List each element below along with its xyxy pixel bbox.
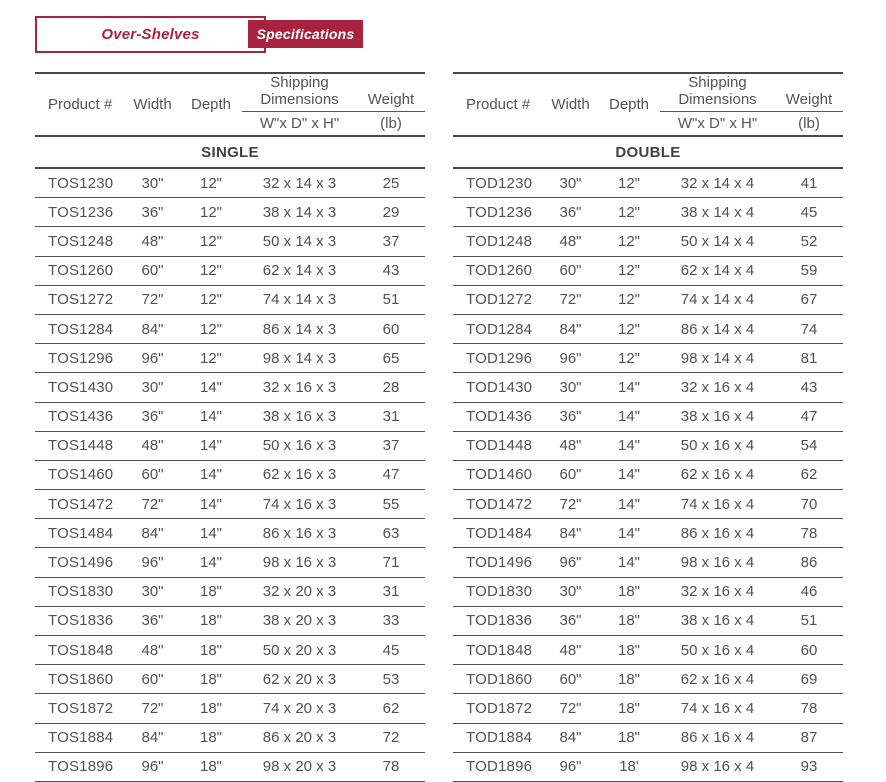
product-number-cell: TOD1860 — [453, 665, 543, 694]
depth-cell: 12" — [598, 198, 660, 227]
weight-cell: 78 — [775, 694, 843, 723]
column-header-depth: Depth — [608, 96, 650, 113]
table-row — [453, 636, 843, 665]
weight-cell: 51 — [775, 606, 843, 635]
section-header-single — [35, 136, 425, 168]
shipping-dimensions-cell: 62 x 14 x 3 — [242, 256, 357, 285]
width-cell: 48" — [125, 431, 180, 460]
width-cell: 60" — [543, 665, 598, 694]
weight-cell: 87 — [775, 723, 843, 752]
depth-cell: 18" — [180, 577, 242, 606]
section-title: DOUBLE — [453, 136, 843, 168]
width-cell: 60" — [125, 460, 180, 489]
width-cell: 36" — [543, 402, 598, 431]
weight-cell: 60 — [357, 314, 425, 343]
depth-cell: 14" — [180, 548, 242, 577]
depth-cell: 12" — [180, 168, 242, 198]
tab-over-shelves — [35, 16, 266, 53]
depth-cell: 14" — [598, 373, 660, 402]
product-number-cell: TOS1472 — [35, 490, 125, 519]
width-cell: 96" — [125, 344, 180, 373]
width-cell: 84" — [543, 519, 598, 548]
depth-cell: 14" — [180, 490, 242, 519]
double-shelf-table — [453, 72, 843, 782]
product-number-cell: TOD1272 — [453, 285, 543, 314]
depth-cell: 18" — [598, 636, 660, 665]
width-cell: 36" — [543, 606, 598, 635]
shipping-dimensions-cell: 32 x 14 x 3 — [242, 168, 357, 198]
weight-cell: 63 — [357, 519, 425, 548]
table-row — [35, 373, 425, 402]
shipping-header-line2: Dimensions — [260, 91, 339, 108]
weight-cell: 29 — [357, 198, 425, 227]
table-row — [453, 606, 843, 635]
shipping-dimensions-cell: 86 x 16 x 3 — [242, 519, 357, 548]
table-row — [35, 752, 425, 781]
tab-specifications — [248, 20, 363, 48]
width-cell: 96" — [543, 752, 598, 781]
depth-cell: 12" — [598, 344, 660, 373]
depth-cell: 18" — [598, 606, 660, 635]
depth-cell: 12" — [180, 256, 242, 285]
table-row — [35, 256, 425, 285]
double-table-body — [453, 168, 843, 781]
width-cell: 72" — [125, 694, 180, 723]
table-row — [35, 198, 425, 227]
product-number-cell: TOS1460 — [35, 460, 125, 489]
width-cell: 48" — [543, 431, 598, 460]
weight-cell: 67 — [775, 285, 843, 314]
column-header-width: Width — [133, 96, 172, 113]
table-row — [35, 227, 425, 256]
product-number-cell: TOS1436 — [35, 402, 125, 431]
product-number-cell: TOD1230 — [453, 168, 543, 198]
width-cell: 72" — [543, 285, 598, 314]
shipping-dimensions-cell: 74 x 16 x 3 — [242, 490, 357, 519]
shipping-dimensions-cell: 74 x 16 x 4 — [660, 490, 775, 519]
weight-cell: 31 — [357, 402, 425, 431]
depth-cell: 18" — [180, 723, 242, 752]
product-number-cell: TOS1484 — [35, 519, 125, 548]
width-cell: 48" — [125, 636, 180, 665]
width-cell: 72" — [543, 694, 598, 723]
width-cell: 96" — [543, 344, 598, 373]
table-row — [35, 606, 425, 635]
table-row — [35, 490, 425, 519]
product-number-cell: TOD1496 — [453, 548, 543, 577]
shipping-dimensions-cell: 98 x 16 x 4 — [660, 752, 775, 781]
product-number-cell: TOS1248 — [35, 227, 125, 256]
weight-cell: 81 — [775, 344, 843, 373]
table-row — [35, 314, 425, 343]
width-cell: 60" — [543, 256, 598, 285]
shipping-dimensions-cell: 98 x 14 x 3 — [242, 344, 357, 373]
weight-cell: 93 — [775, 752, 843, 781]
column-header-shipping-dimensions — [242, 73, 357, 112]
weight-cell: 86 — [775, 548, 843, 577]
column-header-depth: Depth — [190, 96, 232, 113]
product-number-cell: TOS1236 — [35, 198, 125, 227]
product-number-cell: TOS1260 — [35, 256, 125, 285]
tab-specifications-label: Specifications — [256, 26, 355, 42]
shipping-dimensions-cell: 32 x 16 x 3 — [242, 373, 357, 402]
width-cell: 84" — [543, 314, 598, 343]
product-number-cell: TOS1848 — [35, 636, 125, 665]
shipping-dimensions-cell: 74 x 14 x 4 — [660, 285, 775, 314]
product-number-cell: TOS1430 — [35, 373, 125, 402]
shipping-dimensions-cell: 98 x 16 x 3 — [242, 548, 357, 577]
weight-cell: 65 — [357, 344, 425, 373]
shipping-dimensions-cell: 74 x 20 x 3 — [242, 694, 357, 723]
shipping-dimensions-cell: 32 x 16 x 4 — [660, 373, 775, 402]
page-header-tabs — [35, 16, 365, 54]
shipping-dimensions-cell: 38 x 14 x 3 — [242, 198, 357, 227]
shipping-dimensions-cell: 98 x 16 x 4 — [660, 548, 775, 577]
table-header — [453, 73, 843, 136]
depth-cell: 14" — [180, 519, 242, 548]
shipping-dimensions-cell: 32 x 20 x 3 — [242, 577, 357, 606]
depth-cell: 14" — [598, 519, 660, 548]
column-subheader-shipping-units: W"x D" x H" — [677, 115, 758, 132]
shipping-dimensions-cell: 50 x 14 x 4 — [660, 227, 775, 256]
shipping-dimensions-cell: 38 x 16 x 4 — [660, 606, 775, 635]
weight-cell: 60 — [775, 636, 843, 665]
weight-cell: 62 — [357, 694, 425, 723]
column-header-product: Product # — [48, 96, 113, 113]
table-row — [453, 344, 843, 373]
table-row — [453, 256, 843, 285]
weight-cell: 43 — [357, 256, 425, 285]
shipping-dimensions-cell: 62 x 14 x 4 — [660, 256, 775, 285]
product-number-cell: TOD1448 — [453, 431, 543, 460]
depth-cell: 14" — [598, 548, 660, 577]
shipping-dimensions-cell: 62 x 16 x 4 — [660, 665, 775, 694]
shipping-header-line2: Dimensions — [678, 91, 757, 108]
product-number-cell: TOD1296 — [453, 344, 543, 373]
weight-cell: 45 — [775, 198, 843, 227]
table-row — [35, 694, 425, 723]
table-row — [453, 227, 843, 256]
product-number-cell: TOD1830 — [453, 577, 543, 606]
width-cell: 60" — [543, 460, 598, 489]
weight-cell: 41 — [775, 168, 843, 198]
product-number-cell: TOS1296 — [35, 344, 125, 373]
product-number-cell: TOS1860 — [35, 665, 125, 694]
depth-cell: 18' — [598, 752, 660, 781]
product-number-cell: TOD1872 — [453, 694, 543, 723]
table-row — [35, 723, 425, 752]
product-number-cell: TOD1260 — [453, 256, 543, 285]
weight-cell: 37 — [357, 227, 425, 256]
shipping-dimensions-cell: 62 x 20 x 3 — [242, 665, 357, 694]
section-title: SINGLE — [35, 136, 425, 168]
shipping-dimensions-cell: 62 x 16 x 4 — [660, 460, 775, 489]
shipping-dimensions-cell: 98 x 14 x 4 — [660, 344, 775, 373]
column-header-weight: Weight — [775, 73, 843, 112]
shipping-dimensions-cell: 86 x 20 x 3 — [242, 723, 357, 752]
weight-cell: 71 — [357, 548, 425, 577]
weight-cell: 72 — [357, 723, 425, 752]
shipping-dimensions-cell: 86 x 16 x 4 — [660, 519, 775, 548]
product-number-cell: TOD1460 — [453, 460, 543, 489]
shipping-dimensions-cell: 38 x 16 x 3 — [242, 402, 357, 431]
table-row — [453, 460, 843, 489]
product-number-cell: TOD1896 — [453, 752, 543, 781]
width-cell: 60" — [125, 256, 180, 285]
weight-cell: 45 — [357, 636, 425, 665]
width-cell: 72" — [125, 285, 180, 314]
table-row — [453, 168, 843, 198]
weight-cell: 78 — [775, 519, 843, 548]
shipping-dimensions-cell: 32 x 14 x 4 — [660, 168, 775, 198]
shipping-header-line1: Shipping — [688, 74, 747, 91]
product-number-cell: TOS1836 — [35, 606, 125, 635]
depth-cell: 18" — [598, 723, 660, 752]
table-row — [453, 665, 843, 694]
product-number-cell: TOS1896 — [35, 752, 125, 781]
width-cell: 84" — [543, 723, 598, 752]
weight-cell: 55 — [357, 490, 425, 519]
weight-cell: 33 — [357, 606, 425, 635]
depth-cell: 12" — [598, 256, 660, 285]
weight-cell: 78 — [357, 752, 425, 781]
product-number-cell: TOS1496 — [35, 548, 125, 577]
shipping-dimensions-cell: 74 x 14 x 3 — [242, 285, 357, 314]
table-row — [453, 402, 843, 431]
product-number-cell: TOD1430 — [453, 373, 543, 402]
product-number-cell: TOD1848 — [453, 636, 543, 665]
table-row — [453, 198, 843, 227]
shipping-dimensions-cell: 38 x 14 x 4 — [660, 198, 775, 227]
width-cell: 96" — [125, 752, 180, 781]
shipping-dimensions-cell: 86 x 14 x 3 — [242, 314, 357, 343]
depth-cell: 12" — [598, 168, 660, 198]
table-row — [453, 314, 843, 343]
depth-cell: 14" — [180, 373, 242, 402]
weight-cell: 25 — [357, 168, 425, 198]
shipping-dimensions-cell: 38 x 16 x 4 — [660, 402, 775, 431]
width-cell: 36" — [125, 606, 180, 635]
column-subheader-weight-units: (lb) — [798, 115, 820, 132]
depth-cell: 18" — [180, 636, 242, 665]
width-cell: 30" — [125, 577, 180, 606]
depth-cell: 14" — [598, 402, 660, 431]
weight-cell: 28 — [357, 373, 425, 402]
shipping-dimensions-cell: 86 x 16 x 4 — [660, 723, 775, 752]
table-row — [453, 694, 843, 723]
product-number-cell: TOD1236 — [453, 198, 543, 227]
table-row — [35, 636, 425, 665]
table-row — [453, 752, 843, 781]
width-cell: 30" — [125, 373, 180, 402]
weight-cell: 43 — [775, 373, 843, 402]
depth-cell: 12" — [598, 227, 660, 256]
depth-cell: 14" — [180, 460, 242, 489]
width-cell: 96" — [543, 548, 598, 577]
shipping-dimensions-cell: 32 x 16 x 4 — [660, 577, 775, 606]
depth-cell: 18" — [598, 665, 660, 694]
product-number-cell: TOS1272 — [35, 285, 125, 314]
table-row — [453, 723, 843, 752]
section-header-double — [453, 136, 843, 168]
width-cell: 36" — [543, 198, 598, 227]
width-cell: 48" — [125, 227, 180, 256]
table-row — [35, 460, 425, 489]
shipping-dimensions-cell: 50 x 16 x 3 — [242, 431, 357, 460]
weight-cell: 70 — [775, 490, 843, 519]
product-number-cell: TOS1230 — [35, 168, 125, 198]
weight-cell: 37 — [357, 431, 425, 460]
product-number-cell: TOD1836 — [453, 606, 543, 635]
weight-cell: 74 — [775, 314, 843, 343]
table-row — [35, 344, 425, 373]
table-header — [35, 73, 425, 136]
table-row — [35, 548, 425, 577]
table-row — [35, 431, 425, 460]
depth-cell: 18" — [180, 665, 242, 694]
shipping-dimensions-cell: 74 x 16 x 4 — [660, 694, 775, 723]
weight-cell: 69 — [775, 665, 843, 694]
depth-cell: 14" — [598, 460, 660, 489]
depth-cell: 18" — [180, 752, 242, 781]
spec-tables — [35, 72, 843, 782]
weight-cell: 62 — [775, 460, 843, 489]
single-table-body — [35, 168, 425, 781]
table-row — [453, 373, 843, 402]
width-cell: 36" — [125, 198, 180, 227]
shipping-header-line1: Shipping — [270, 74, 329, 91]
depth-cell: 18" — [180, 606, 242, 635]
product-number-cell: TOD1472 — [453, 490, 543, 519]
weight-cell: 47 — [357, 460, 425, 489]
depth-cell: 12" — [180, 227, 242, 256]
depth-cell: 12" — [598, 314, 660, 343]
table-row — [35, 577, 425, 606]
width-cell: 84" — [125, 723, 180, 752]
table-row — [35, 665, 425, 694]
width-cell: 84" — [125, 519, 180, 548]
depth-cell: 14" — [180, 402, 242, 431]
weight-cell: 46 — [775, 577, 843, 606]
table-row — [453, 519, 843, 548]
shipping-dimensions-cell: 62 x 16 x 3 — [242, 460, 357, 489]
width-cell: 30" — [543, 577, 598, 606]
shipping-dimensions-cell: 86 x 14 x 4 — [660, 314, 775, 343]
product-number-cell: TOD1436 — [453, 402, 543, 431]
width-cell: 96" — [125, 548, 180, 577]
column-header-weight: Weight — [357, 73, 425, 112]
weight-cell: 31 — [357, 577, 425, 606]
table-row — [35, 168, 425, 198]
product-number-cell: TOS1284 — [35, 314, 125, 343]
depth-cell: 14" — [598, 490, 660, 519]
weight-cell: 53 — [357, 665, 425, 694]
depth-cell: 18" — [598, 577, 660, 606]
tab-over-shelves-label: Over-Shelves — [101, 26, 200, 43]
product-number-cell: TOD1884 — [453, 723, 543, 752]
width-cell: 48" — [543, 636, 598, 665]
depth-cell: 14" — [180, 431, 242, 460]
shipping-dimensions-cell: 50 x 14 x 3 — [242, 227, 357, 256]
depth-cell: 18" — [180, 694, 242, 723]
depth-cell: 12" — [180, 198, 242, 227]
column-header-width: Width — [551, 96, 590, 113]
depth-cell: 12" — [598, 285, 660, 314]
product-number-cell: TOS1448 — [35, 431, 125, 460]
table-row — [453, 285, 843, 314]
table-row — [453, 548, 843, 577]
product-number-cell: TOS1830 — [35, 577, 125, 606]
depth-cell: 18" — [598, 694, 660, 723]
width-cell: 30" — [125, 168, 180, 198]
depth-cell: 12" — [180, 344, 242, 373]
table-row — [453, 577, 843, 606]
shipping-dimensions-cell: 50 x 20 x 3 — [242, 636, 357, 665]
shipping-dimensions-cell: 50 x 16 x 4 — [660, 431, 775, 460]
width-cell: 30" — [543, 168, 598, 198]
single-shelf-table — [35, 72, 425, 782]
weight-cell: 51 — [357, 285, 425, 314]
shipping-dimensions-cell: 38 x 20 x 3 — [242, 606, 357, 635]
weight-cell: 59 — [775, 256, 843, 285]
weight-cell: 54 — [775, 431, 843, 460]
width-cell: 72" — [543, 490, 598, 519]
width-cell: 48" — [543, 227, 598, 256]
column-subheader-weight-units: (lb) — [380, 115, 402, 132]
table-row — [35, 519, 425, 548]
table-row — [35, 285, 425, 314]
product-number-cell: TOD1284 — [453, 314, 543, 343]
shipping-dimensions-cell: 50 x 16 x 4 — [660, 636, 775, 665]
product-number-cell: TOD1248 — [453, 227, 543, 256]
column-header-shipping-dimensions — [660, 73, 775, 112]
product-number-cell: TOS1872 — [35, 694, 125, 723]
shipping-dimensions-cell: 98 x 20 x 3 — [242, 752, 357, 781]
table-row — [35, 402, 425, 431]
weight-cell: 52 — [775, 227, 843, 256]
column-subheader-shipping-units: W"x D" x H" — [259, 115, 340, 132]
depth-cell: 12" — [180, 285, 242, 314]
product-number-cell: TOS1884 — [35, 723, 125, 752]
width-cell: 36" — [125, 402, 180, 431]
column-header-product: Product # — [466, 96, 531, 113]
width-cell: 84" — [125, 314, 180, 343]
depth-cell: 12" — [180, 314, 242, 343]
depth-cell: 14" — [598, 431, 660, 460]
width-cell: 30" — [543, 373, 598, 402]
weight-cell: 47 — [775, 402, 843, 431]
width-cell: 72" — [125, 490, 180, 519]
product-number-cell: TOD1484 — [453, 519, 543, 548]
table-row — [453, 431, 843, 460]
width-cell: 60" — [125, 665, 180, 694]
table-row — [453, 490, 843, 519]
